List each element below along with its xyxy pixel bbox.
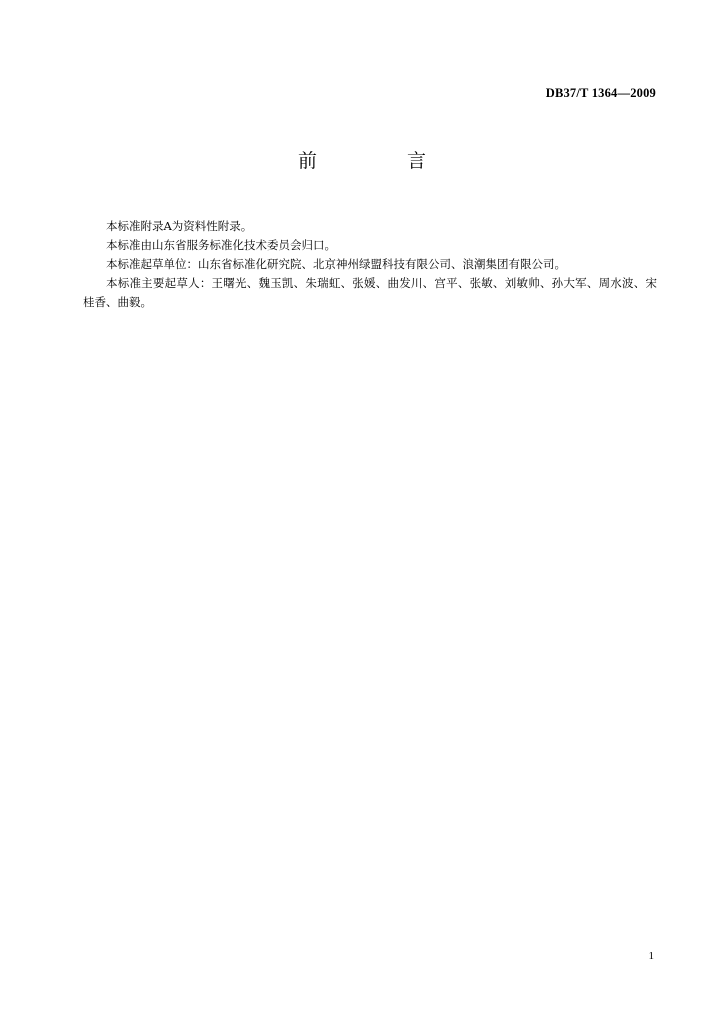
paragraph-committee: 本标准由山东省服务标准化技术委员会归口。 bbox=[106, 238, 336, 252]
paragraph-appendix: 本标准附录A为资料性附录。 bbox=[106, 219, 253, 233]
foreword-body bbox=[83, 217, 657, 312]
paragraph-drafting-units: 本标准起草单位：山东省标准化研究院、北京神州绿盟科技有限公司、浪潮集团有限公司。 bbox=[106, 257, 566, 271]
page-number: 1 bbox=[648, 950, 654, 962]
page-title: 前 言 bbox=[297, 150, 469, 172]
document-code: DB37/T 1364—2009 bbox=[545, 86, 656, 100]
paragraph-drafters: 本标准主要起草人：王曙光、魏玉凯、朱瑞虹、张媛、曲发川、宫平、张敏、刘敏帅、孙大军、周水波、宋桂香、曲毅。 bbox=[83, 276, 657, 309]
